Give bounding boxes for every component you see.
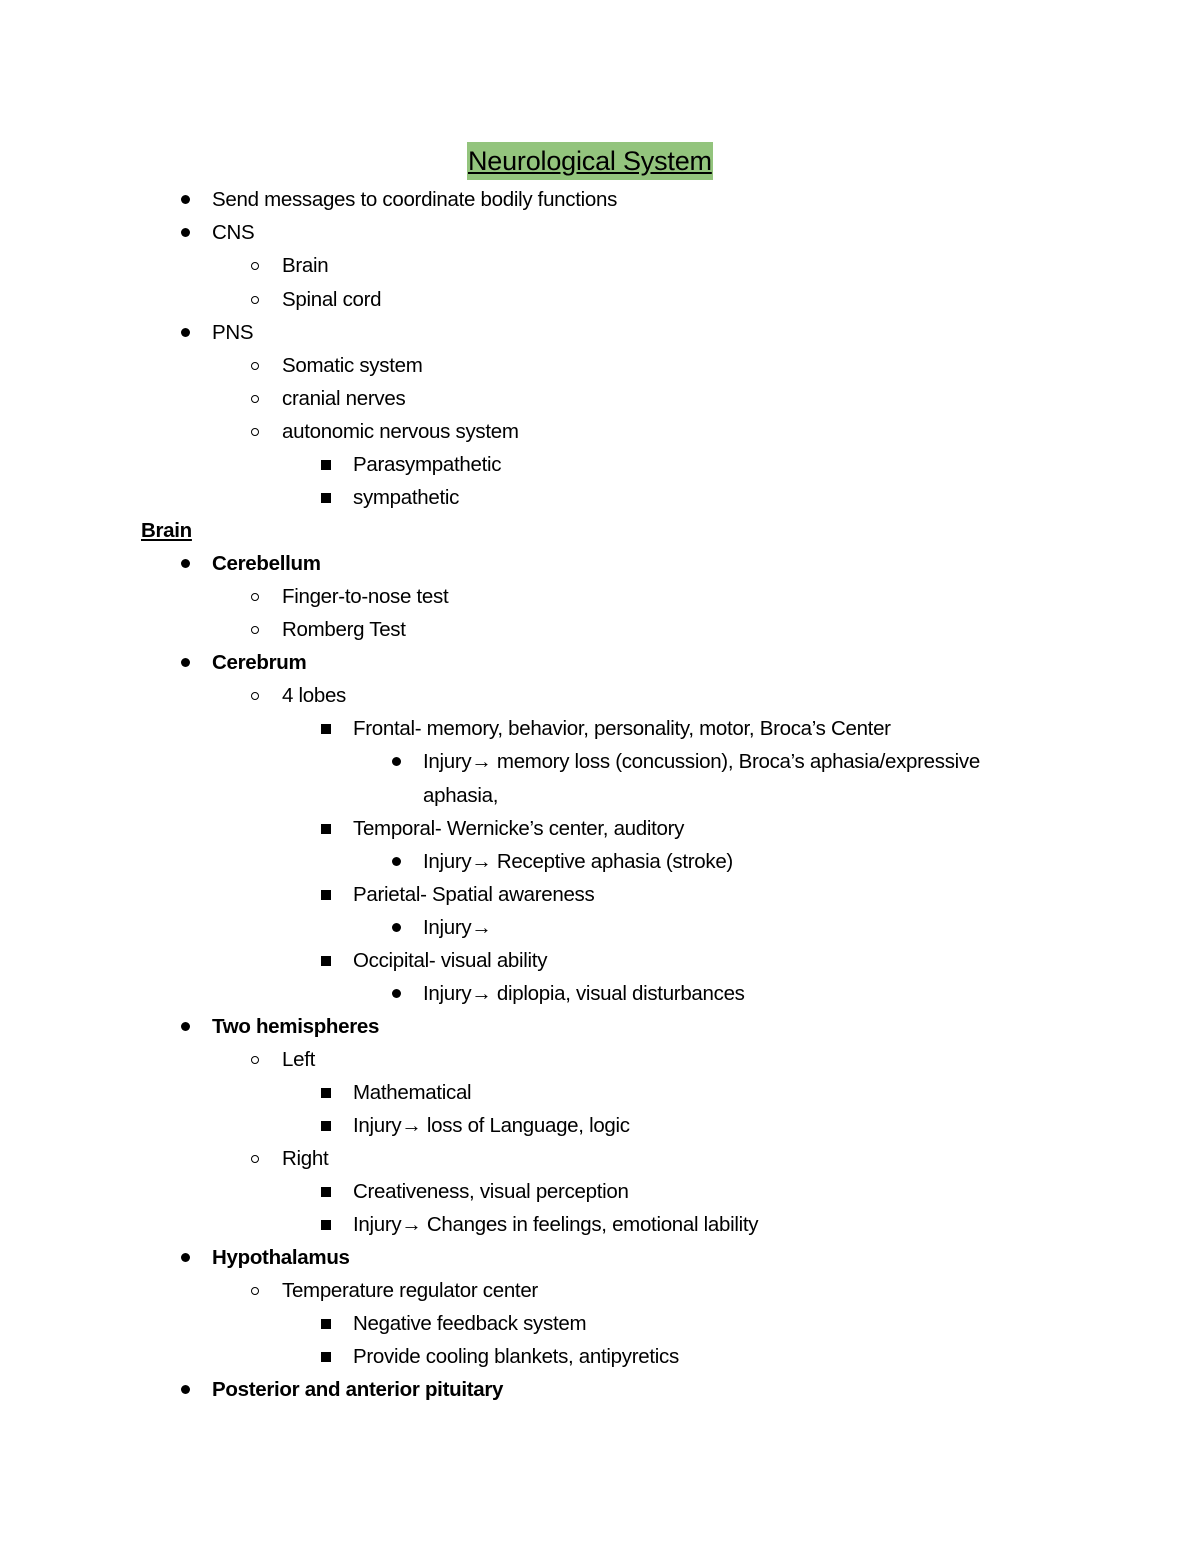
bullet-square-icon: [316, 1208, 336, 1241]
list-item-continuation: aphasia,: [423, 784, 499, 807]
bullet-square-icon: [316, 1340, 336, 1373]
bullet-circle-icon: [245, 1274, 265, 1307]
bullet-disc-icon: [175, 216, 195, 249]
list-item: Frontal- memory, behavior, personality, motor, Broca’s Center: [0, 712, 1200, 745]
list-item: Injury→ Changes in feelings, emotional lability: [0, 1208, 1200, 1241]
bullet-disc-icon: [386, 845, 406, 878]
list-item: Temperature regulator center: [0, 1274, 1200, 1307]
list-item: autonomic nervous system: [0, 415, 1200, 448]
bullet-disc-icon: [175, 646, 195, 679]
bullet-disc-icon: [386, 977, 406, 1010]
bullet-disc-icon: [175, 183, 195, 216]
list-item: Cerebrum: [0, 646, 1200, 679]
list-item: Injury→ diplopia, visual disturbances: [0, 977, 1200, 1010]
bullet-circle-icon: [245, 679, 265, 712]
list-item: CNS: [0, 216, 1200, 249]
bullet-square-icon: [316, 1175, 336, 1208]
list-item: Creativeness, visual perception: [0, 1175, 1200, 1208]
bullet-disc-icon: [175, 316, 195, 349]
list-item: Parasympathetic: [0, 448, 1200, 481]
list-item: Romberg Test: [0, 613, 1200, 646]
bullet-square-icon: [316, 1307, 336, 1340]
list-item: Spinal cord: [0, 283, 1200, 316]
list-item: Injury→ loss of Language, logic: [0, 1109, 1200, 1142]
bullet-circle-icon: [245, 349, 265, 382]
bullet-square-icon: [316, 1076, 336, 1109]
list-item: Posterior and anterior pituitary: [0, 1373, 1200, 1406]
bullet-disc-icon: [175, 547, 195, 580]
list-item: Finger-to-nose test: [0, 580, 1200, 613]
list-item: 4 lobes: [0, 679, 1200, 712]
bullet-circle-icon: [245, 283, 265, 316]
list-item: Negative feedback system: [0, 1307, 1200, 1340]
bullet-circle-icon: [245, 580, 265, 613]
bullet-square-icon: [316, 481, 336, 514]
bullet-disc-icon: [386, 911, 406, 944]
bullet-disc-icon: [175, 1010, 195, 1043]
list-item: Hypothalamus: [0, 1241, 1200, 1274]
list-item: Brain: [0, 249, 1200, 282]
list-item: Cerebellum: [0, 547, 1200, 580]
bullet-circle-icon: [245, 249, 265, 282]
bullet-disc-icon: [175, 1241, 195, 1274]
list-item: Somatic system: [0, 349, 1200, 382]
bullet-square-icon: [316, 812, 336, 845]
bullet-square-icon: [316, 712, 336, 745]
bullet-disc-icon: [386, 745, 406, 778]
bullet-circle-icon: [245, 613, 265, 646]
list-item: Parietal- Spatial awareness: [0, 878, 1200, 911]
list-item: Send messages to coordinate bodily functions: [0, 183, 1200, 216]
list-item: PNS: [0, 316, 1200, 349]
list-item: Injury→: [0, 911, 1200, 944]
list-item: Temporal- Wernicke’s center, auditory: [0, 812, 1200, 845]
list-item: Two hemispheres: [0, 1010, 1200, 1043]
section-heading-brain: Brain: [141, 519, 192, 542]
bullet-disc-icon: [175, 1373, 195, 1406]
list-item: Injury→ memory loss (concussion), Broca’s aphasia/expressive: [0, 745, 1200, 778]
list-item: Occipital- visual ability: [0, 944, 1200, 977]
list-item: Left: [0, 1043, 1200, 1076]
bullet-square-icon: [316, 1109, 336, 1142]
bullet-circle-icon: [245, 415, 265, 448]
bullet-square-icon: [316, 878, 336, 911]
bullet-circle-icon: [245, 1043, 265, 1076]
bullet-circle-icon: [245, 1142, 265, 1175]
list-item: Right: [0, 1142, 1200, 1175]
list-item: sympathetic: [0, 481, 1200, 514]
list-item: cranial nerves: [0, 382, 1200, 415]
bullet-circle-icon: [245, 382, 265, 415]
page-title: Neurological System: [467, 142, 713, 180]
list-item: Mathematical: [0, 1076, 1200, 1109]
list-item: Injury→ Receptive aphasia (stroke): [0, 845, 1200, 878]
bullet-square-icon: [316, 448, 336, 481]
list-item: Provide cooling blankets, antipyretics: [0, 1340, 1200, 1373]
bullet-square-icon: [316, 944, 336, 977]
